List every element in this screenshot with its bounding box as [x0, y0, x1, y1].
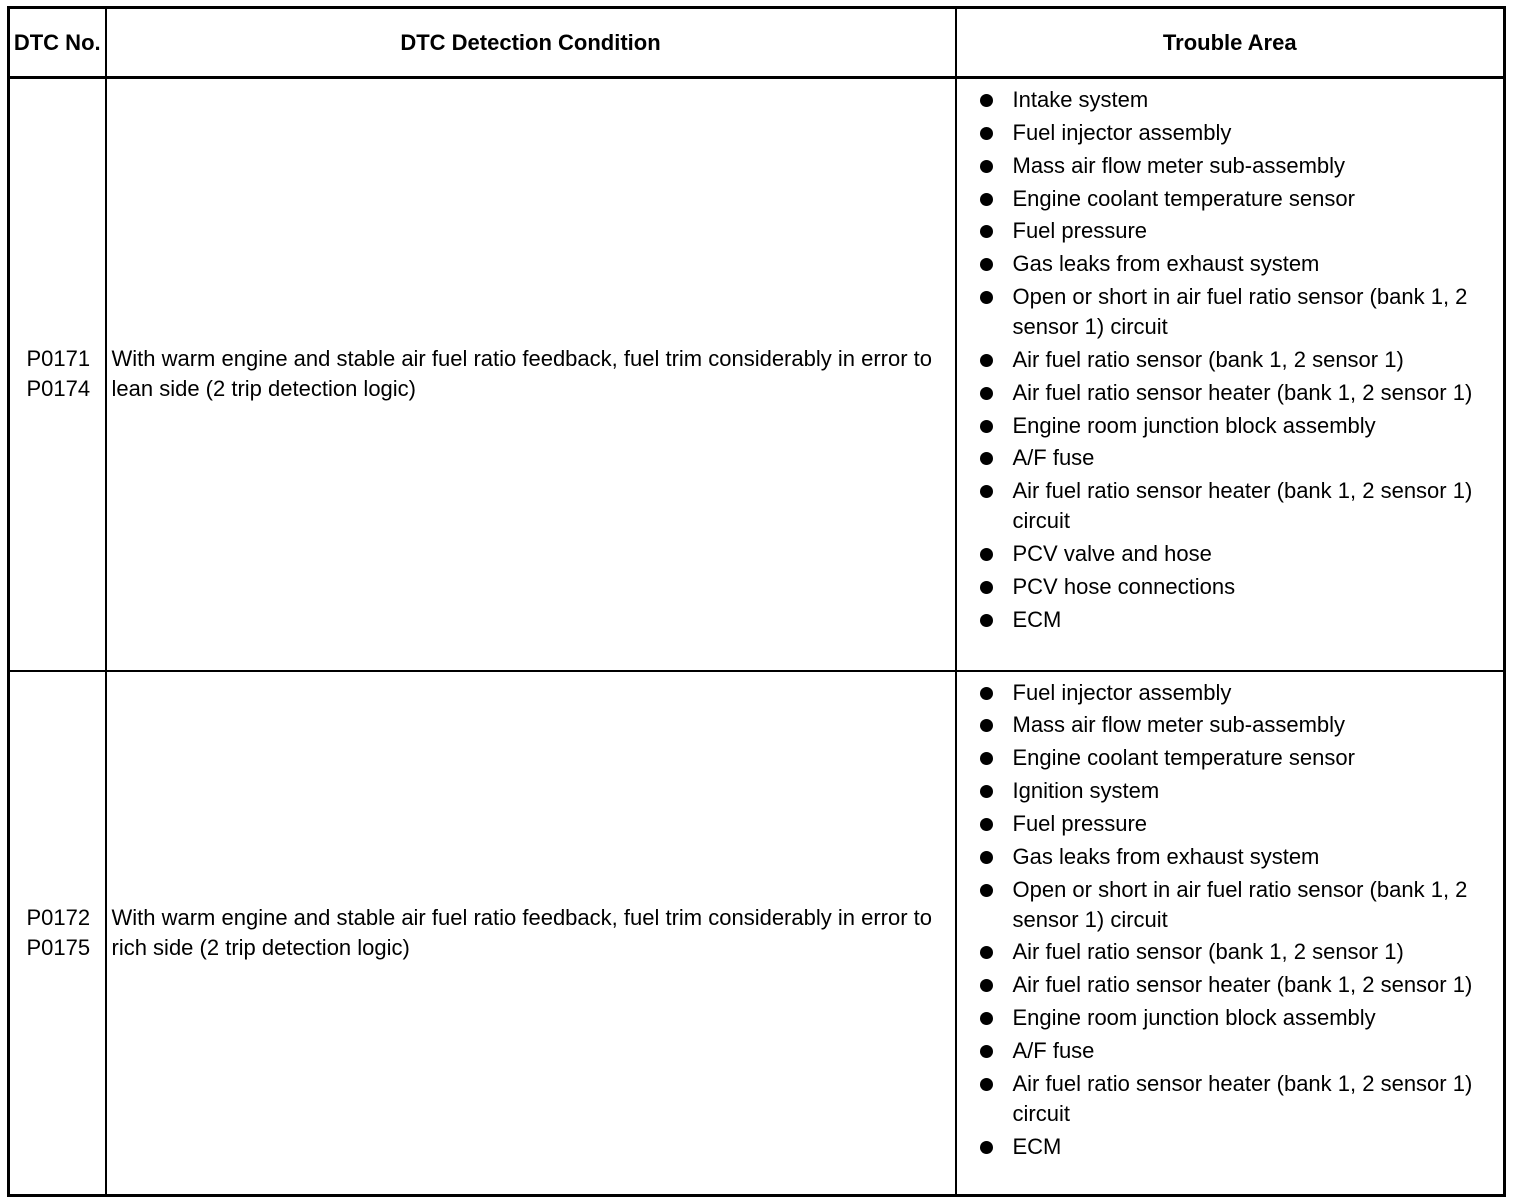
list-item: Engine room junction block assembly [979, 411, 1490, 441]
list-item: A/F fuse [979, 1036, 1490, 1066]
list-item: Air fuel ratio sensor heater (bank 1, 2 sensor 1) [979, 378, 1490, 408]
bullet-icon [980, 548, 993, 561]
list-item: Air fuel ratio sensor (bank 1, 2 sensor 1) [979, 345, 1490, 375]
list-item: Mass air flow meter sub-assembly [979, 710, 1490, 740]
bullet-icon [980, 193, 993, 206]
list-item: Engine coolant temperature sensor [979, 184, 1490, 214]
header-condition: DTC Detection Condition [106, 8, 956, 78]
detection-condition: With warm engine and stable air fuel ratio feedback, fuel trim considerably in error to rich side (2 trip detection logic) [106, 671, 956, 1196]
dtc-code-cell [9, 78, 106, 671]
bullet-icon [980, 354, 993, 367]
bullet-icon [980, 1078, 993, 1091]
table-row [9, 671, 1505, 1196]
trouble-area-cell [956, 671, 1505, 1196]
list-item: Air fuel ratio sensor heater (bank 1, 2 sensor 1) circuit [979, 476, 1490, 536]
bullet-icon [980, 719, 993, 732]
list-item: Air fuel ratio sensor heater (bank 1, 2 sensor 1) [979, 970, 1490, 1000]
list-item: Open or short in air fuel ratio sensor (bank 1, 2 sensor 1) circuit [979, 875, 1490, 935]
bullet-icon [980, 687, 993, 700]
bullet-icon [980, 752, 993, 765]
list-item: A/F fuse [979, 443, 1490, 473]
bullet-icon [980, 485, 993, 498]
detection-condition: With warm engine and stable air fuel ratio feedback, fuel trim considerably in error to lean side (2 trip detection logic) [106, 78, 956, 671]
list-item: Fuel pressure [979, 216, 1490, 246]
trouble-area-list [979, 85, 1490, 635]
list-item: Intake system [979, 85, 1490, 115]
list-item: Fuel injector assembly [979, 678, 1490, 708]
bullet-icon [980, 884, 993, 897]
dtc-code: P0175 [26, 934, 91, 960]
bullet-icon [980, 818, 993, 831]
list-item: Ignition system [979, 776, 1490, 806]
bullet-icon [980, 614, 993, 627]
dtc-code-cell [9, 671, 106, 1196]
dtc-code: P0172 [26, 904, 91, 930]
header-dtc-no [9, 8, 106, 78]
bullet-icon [980, 420, 993, 433]
list-item: Engine coolant temperature sensor [979, 743, 1490, 773]
table-row [9, 78, 1505, 671]
bullet-icon [980, 387, 993, 400]
dtc-code: P0174 [26, 376, 91, 402]
list-item: Gas leaks from exhaust system [979, 249, 1490, 279]
list-item: PCV hose connections [979, 572, 1490, 602]
list-item: Mass air flow meter sub-assembly [979, 151, 1490, 181]
bullet-icon [980, 979, 993, 992]
bullet-icon [980, 1045, 993, 1058]
bullet-icon [980, 160, 993, 173]
trouble-area-list [979, 678, 1490, 1162]
bullet-icon [980, 785, 993, 798]
bullet-icon [980, 94, 993, 107]
list-item: Fuel injector assembly [979, 118, 1490, 148]
list-item: Air fuel ratio sensor heater (bank 1, 2 sensor 1) circuit [979, 1069, 1490, 1129]
list-item: Open or short in air fuel ratio sensor (bank 1, 2 sensor 1) circuit [979, 282, 1490, 342]
list-item: Engine room junction block assembly [979, 1003, 1490, 1033]
bullet-icon [980, 1012, 993, 1025]
bullet-icon [980, 127, 993, 140]
dtc-table [7, 6, 1506, 1197]
list-item: ECM [979, 1132, 1490, 1162]
list-item: ECM [979, 605, 1490, 635]
list-item: Air fuel ratio sensor (bank 1, 2 sensor 1) [979, 937, 1490, 967]
bullet-icon [980, 258, 993, 271]
list-item: PCV valve and hose [979, 539, 1490, 569]
bullet-icon [980, 581, 993, 594]
bullet-icon [980, 851, 993, 864]
table-body [9, 78, 1505, 1196]
trouble-area-cell [956, 78, 1505, 671]
bullet-icon [980, 225, 993, 238]
header-row [9, 8, 1505, 78]
bullet-icon [980, 291, 993, 304]
list-item: Gas leaks from exhaust system [979, 842, 1490, 872]
header-trouble-area: Trouble Area [956, 8, 1505, 78]
bullet-icon [980, 946, 993, 959]
header-dtc-no-label: DTC No. [13, 29, 101, 55]
bullet-icon [980, 1141, 993, 1154]
bullet-icon [980, 452, 993, 465]
list-item: Fuel pressure [979, 809, 1490, 839]
dtc-code: P0171 [26, 346, 91, 372]
